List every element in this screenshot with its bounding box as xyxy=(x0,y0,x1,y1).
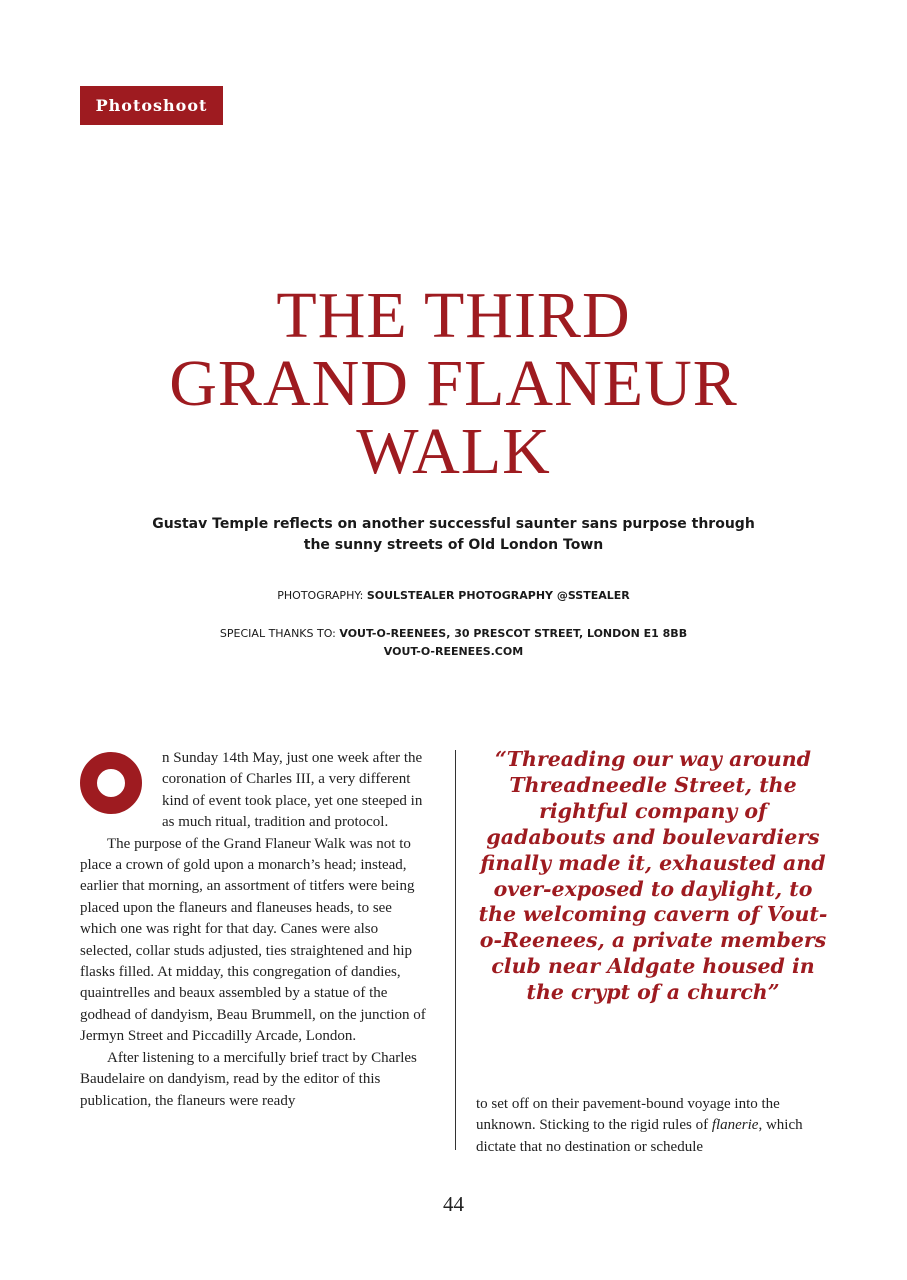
pull-quote: “Threading our way around Threadneedle Street, the rightful company of gadabouts and boulevardiers finally made it, exhausted and over-exposed to daylight, to the welcoming cavern of Vout-o-Reenees, a private members club near Aldgate housed in the crypt of a church” xyxy=(478,747,828,1005)
section-tag: Photoshoot xyxy=(80,86,223,125)
title-line-1: THE THIRD xyxy=(276,279,631,352)
drop-cap-o xyxy=(80,752,142,814)
paragraph-1-text: n Sunday 14th May, just one week after the coronation of Charles III, a very different kind of event took place, yet one steeped in as much ritual, tradition and protocol. xyxy=(162,750,423,831)
title-line-2: GRAND FLANEUR xyxy=(169,347,738,420)
body-paragraph-3: After listening to a mercifully brief tract by Charles Baudelaire on dandyism, read by the editor of this publication, the flaneurs were ready xyxy=(80,1049,417,1109)
paragraph-4-italic: flanerie xyxy=(711,1117,759,1134)
paragraph-4-text-end: , which dictate that no destination or schedule xyxy=(476,1117,803,1155)
photography-label: PHOTOGRAPHY: xyxy=(277,589,364,602)
article-title xyxy=(0,279,907,488)
paragraph-4-text-start: to set off on their pavement-bound voyage into the unknown. Sticking to the rigid rules of xyxy=(476,1096,780,1134)
body-paragraph-2: The purpose of the Grand Flaneur Walk was not to place a crown of gold upon a monarch’s head; instead, earlier that morning, an assortment of titfers were being placed upon the flaneurs and flaneuses heads, to see which one was right for that day. Canes were also selected, collar studs adjusted, ties straightened and hip flasks filled. At midday, this congregation of dandies, quaintrelles and beaux assembled by a statue of the godhead of dandyism, Beau Brummell, on the junction of Jermyn Street and Piccadilly Arcade, London. xyxy=(80,835,426,1045)
thanks-value: VOUT-O-REENEES, 30 PRESCOT STREET, LONDON E1 8BB xyxy=(339,627,688,640)
standfirst: Gustav Temple reflects on another successful saunter sans purpose through the sunny streets of Old London Town xyxy=(152,516,755,553)
body-paragraph-4 xyxy=(476,1094,828,1158)
special-thanks-credit xyxy=(100,625,807,661)
photography-credit xyxy=(100,587,807,605)
body-column-right xyxy=(476,1094,828,1158)
body-paragraph-1 xyxy=(80,748,430,834)
page-number: 44 xyxy=(443,1192,464,1216)
column-divider xyxy=(455,750,456,1150)
title-line-3: WALK xyxy=(356,415,551,488)
photography-value: SOULSTEALER PHOTOGRAPHY @SSTEALER xyxy=(366,589,630,602)
thanks-label: SPECIAL THANKS TO: xyxy=(219,627,336,640)
body-column-left xyxy=(80,748,430,1112)
thanks-url: VOUT-O-REENEES.COM xyxy=(383,645,524,658)
